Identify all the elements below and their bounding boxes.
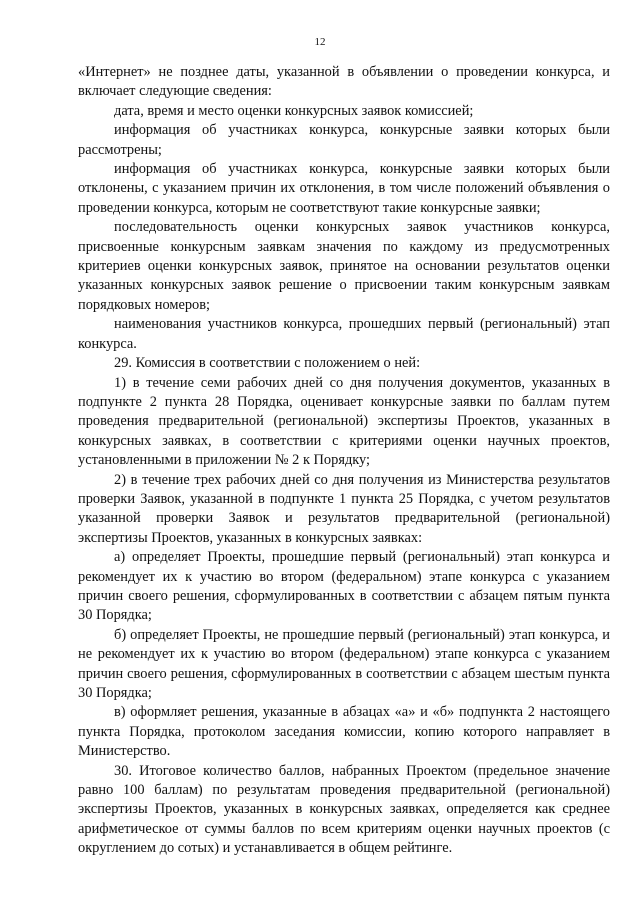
page-number: 12 <box>314 36 326 48</box>
paragraph-list-item: информация об участниках конкурса, конкурсные заявки которых были рассмотрены; <box>78 122 610 158</box>
document-body <box>78 63 610 859</box>
paragraph-item-a: а) определяет Проекты, прошедшие первый (региональный) этап конкурса и рекомендует их к участию во втором (федеральном) этапе конкурса с указанием причин своего решения, сформулированных в соответствии с абзацем пятым пункта 30 Порядка; <box>78 549 610 624</box>
paragraph-list-item: последовательность оценки конкурсных заявок участников конкурса, присвоенные конкурсным заявкам значения по каждому из предусмотренных критериев оценки конкурсных заявок, принятое на основании результатов оценки указанных конкурсных заявок решение о присвоении таким конкурсным заявкам порядковых номеров; <box>78 219 610 313</box>
paragraph-subclause-1: 1) в течение семи рабочих дней со дня получения документов, указанных в подпункте 2 пункта 28 Порядка, оценивает конкурсные заявки по баллам путем проведения предварительной (региональной) экспертизы Проектов, указанных в конкурсных заявках, в соответствии с критериями оценки научных проектов, установленными в приложении № 2 к Порядку; <box>78 374 610 469</box>
paragraph-list-item: дата, время и место оценки конкурсных заявок комиссией; <box>114 102 474 119</box>
paragraph-list-item: информация об участниках конкурса, конкурсные заявки которых были отклонены, с указанием причин их отклонения, в том числе положений объявления о проведении конкурса, которым не соответствуют такие конкурсные заявки; <box>78 161 610 216</box>
paragraph-item-v: в) оформляет решения, указанные в абзацах «а» и «б» подпункта 2 настоящего пункта Порядка, протоколом заседания комиссии, копию которого направляет в Министерство. <box>78 704 610 760</box>
paragraph-item-b: б) определяет Проекты, не прошедшие первый (региональный) этап конкурса, и не рекомендует их к участию во втором (федеральном) этапе конкурса с указанием причин своего решения, сформулированных в соответствии с абзацем шестым пункта 30 Порядка; <box>78 626 610 701</box>
paragraph-subclause-2: 2) в течение трех рабочих дней со дня получения из Министерства результатов проверки Заявок, указанной в подпункте 1 пункта 25 Порядка, с учетом результатов указанной проверки Заявок и результатов предварительной (региональной) экспертизы Проектов, указанных в конкурсных заявках: <box>78 471 610 546</box>
paragraph-clause-29: 29. Комиссия в соответствии с положением о ней: <box>114 355 421 372</box>
paragraph-intro: «Интернет» не позднее даты, указанной в объявлении о проведении конкурса, и включает следующие сведения: <box>78 64 610 100</box>
paragraph-clause-30: 30. Итоговое количество баллов, набранных Проектом (предельное значение равно 100 баллам) по результатам проведения предварительной (региональной) экспертизы Проектов, указанных в конкурсных заявках, определяется как среднее арифметическое от суммы баллов по всем критериям оценки научных проектов (с округлением до сотых) и устанавливается в общем рейтинге. <box>78 762 610 857</box>
paragraph-list-item: наименования участников конкурса, прошедших первый (региональный) этап конкурса. <box>78 316 610 352</box>
